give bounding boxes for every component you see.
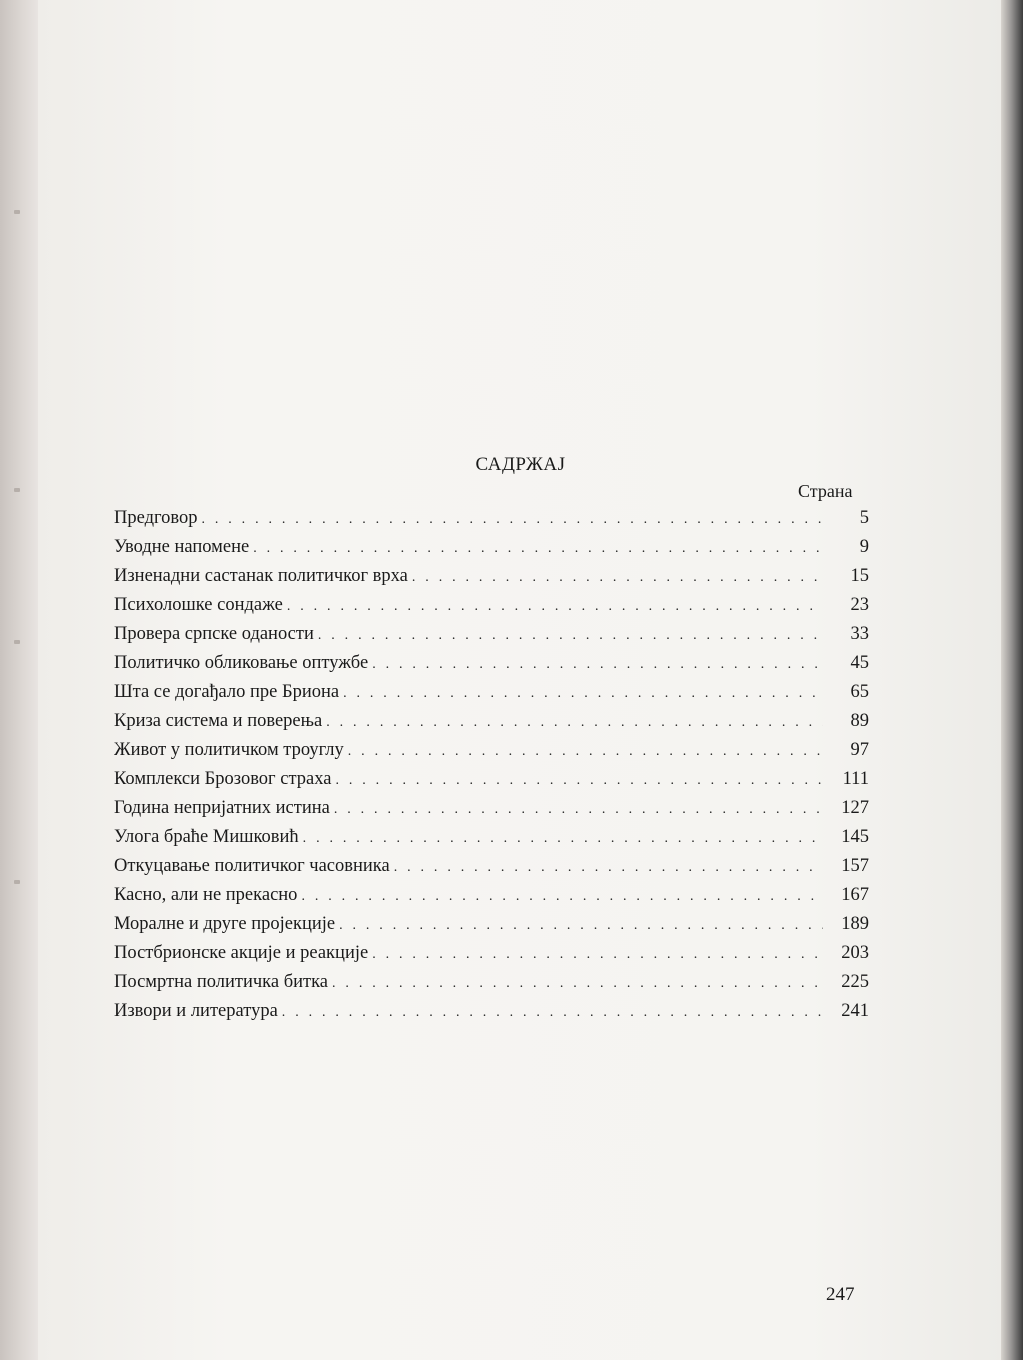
toc-entry-title: Шта се догађало пре Бриона xyxy=(114,682,340,702)
toc-entry xyxy=(114,504,869,533)
toc-entry xyxy=(114,939,869,968)
toc-entry-title: Провера српске оданости xyxy=(114,624,314,644)
dot-leader xyxy=(332,969,823,998)
toc-entry-page: 203 xyxy=(841,943,869,963)
dot-leader xyxy=(282,998,823,1027)
toc-entry xyxy=(114,649,869,678)
toc-entry-page: 145 xyxy=(841,827,869,847)
toc-entry-page: 97 xyxy=(850,740,869,760)
toc-entry-page: 157 xyxy=(841,856,869,876)
binding-notch xyxy=(14,488,20,492)
toc-entry-title: Изненадни састанак политичког врха xyxy=(114,566,408,586)
toc-entry-title: Политичко обликовање оптужбе xyxy=(114,653,369,673)
contents-heading: САДРЖАЈ xyxy=(475,454,566,475)
toc-entry-title: Касно, али не прекасно xyxy=(114,885,298,905)
toc-entry-title: Уводне напомене xyxy=(114,537,250,557)
binding-edge xyxy=(0,0,38,1360)
toc-entry-page: 111 xyxy=(842,769,869,789)
dot-leader xyxy=(335,766,823,795)
dot-leader xyxy=(343,679,823,708)
toc-entry-title: Моралне и друге пројекције xyxy=(114,914,336,934)
dot-leader xyxy=(301,882,823,911)
dot-leader xyxy=(318,621,823,650)
toc-entry-page: 225 xyxy=(841,972,869,992)
toc-entry-title: Откуцавање политичког часовника xyxy=(114,856,390,876)
toc-entry-title: Живот у политичком троуглу xyxy=(114,740,344,760)
toc-entry-page: 23 xyxy=(850,595,869,615)
page-number: 247 xyxy=(826,1284,855,1305)
toc-entry xyxy=(114,620,869,649)
dot-leader xyxy=(348,737,823,766)
dot-leader xyxy=(334,795,823,824)
toc-entry xyxy=(114,881,869,910)
toc-entry xyxy=(114,533,869,562)
toc-entry-title: Криза система и поверења xyxy=(114,711,323,731)
book-page xyxy=(38,0,1003,1360)
toc-entry-title: Улога браће Мишковић xyxy=(114,827,299,847)
toc-entry-page: 65 xyxy=(850,682,869,702)
dot-leader xyxy=(412,563,823,592)
toc-entry xyxy=(114,765,869,794)
toc-entry xyxy=(114,678,869,707)
toc-entry xyxy=(114,823,869,852)
toc-entry-title: Комплекси Брозовог страха xyxy=(114,769,332,789)
page-column-header: Страна xyxy=(798,481,853,501)
binding-notch xyxy=(14,880,20,884)
dot-leader xyxy=(287,592,823,621)
toc-entry-page: 127 xyxy=(841,798,869,818)
dot-leader xyxy=(372,940,823,969)
dot-leader xyxy=(394,853,823,882)
dot-leader xyxy=(201,505,823,534)
binding-notch xyxy=(14,210,20,214)
table-of-contents xyxy=(114,504,869,1026)
toc-entry xyxy=(114,736,869,765)
toc-entry-title: Година непријатних истина xyxy=(114,798,330,818)
dot-leader xyxy=(372,650,823,679)
toc-entry xyxy=(114,910,869,939)
toc-entry-title: Посмртна политичка битка xyxy=(114,972,329,992)
toc-entry-title: Психолошке сондаже xyxy=(114,595,283,615)
toc-entry-page: 15 xyxy=(850,566,869,586)
toc-entry xyxy=(114,997,869,1026)
scan-edge-shadow xyxy=(1001,0,1023,1360)
binding-notch xyxy=(14,640,20,644)
dot-leader xyxy=(303,824,823,853)
dot-leader xyxy=(339,911,823,940)
toc-entry xyxy=(114,562,869,591)
dot-leader xyxy=(326,708,823,737)
toc-entry xyxy=(114,968,869,997)
toc-entry xyxy=(114,591,869,620)
toc-entry-page: 45 xyxy=(850,653,869,673)
toc-entry-page: 241 xyxy=(841,1001,869,1021)
toc-entry-title: Извори и литература xyxy=(114,1001,278,1021)
toc-entry-page: 189 xyxy=(841,914,869,934)
dot-leader xyxy=(253,534,823,563)
toc-entry xyxy=(114,707,869,736)
toc-entry-page: 9 xyxy=(859,537,869,557)
toc-entry-title: Постбрионске акције и реакције xyxy=(114,943,369,963)
toc-entry xyxy=(114,794,869,823)
toc-entry-page: 89 xyxy=(850,711,869,731)
toc-entry xyxy=(114,852,869,881)
toc-entry-title: Предговор xyxy=(114,508,198,528)
toc-entry-page: 167 xyxy=(841,885,869,905)
toc-entry-page: 5 xyxy=(859,508,869,528)
toc-entry-page: 33 xyxy=(850,624,869,644)
